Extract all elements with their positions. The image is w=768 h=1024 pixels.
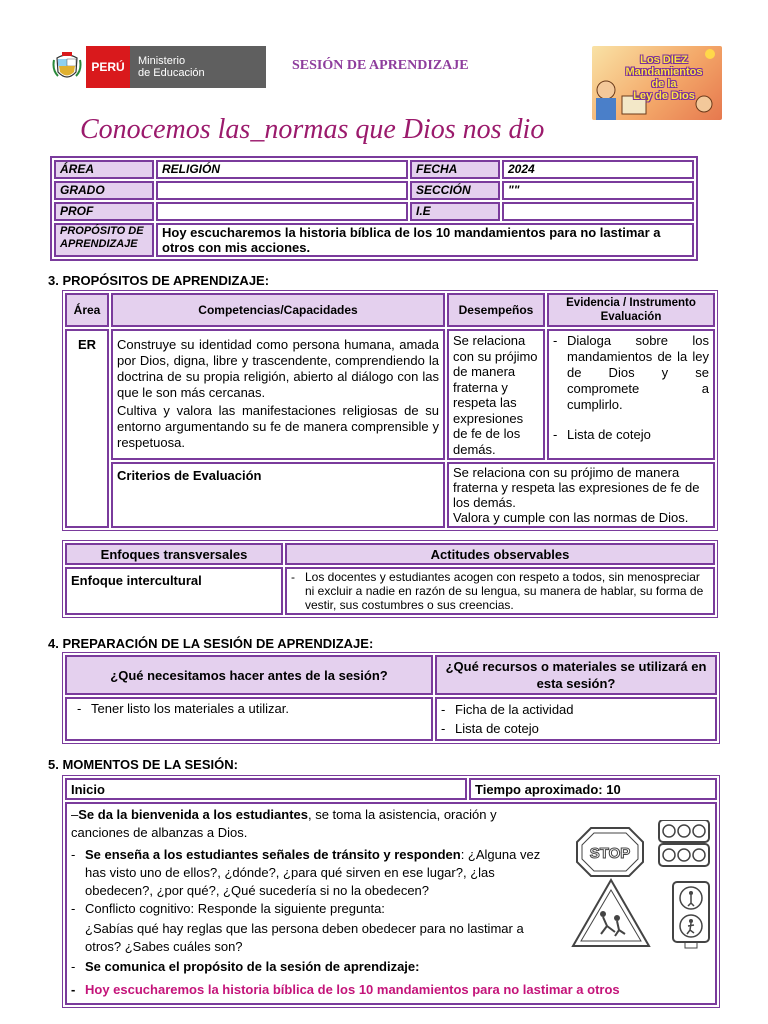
ie-value: [502, 202, 694, 221]
preparacion-table: [62, 652, 720, 744]
info-table: [50, 156, 698, 261]
seccion-value: "": [502, 181, 694, 200]
momentos-table: [62, 775, 720, 1008]
evidencia-item-2: - Lista de cotejo: [553, 427, 651, 442]
area-label: ÁREA: [54, 160, 154, 179]
momento-proposito-texto: - Hoy escucharemos la historia bíblica de los 10 mandamientos para no lastimar a otros: [71, 982, 620, 997]
inicio-content: [65, 802, 717, 1005]
recurso-1: Ficha de la actividad: [455, 702, 574, 717]
section5-title: 5. MOMENTOS DE LA SESIÓN:: [48, 757, 238, 772]
session-title: SESIÓN DE APRENDIZAJE: [292, 58, 469, 73]
evidencia-item-1: - Dialoga sobre los mandamientos de la ley de Dios y se compromete a cumplirlo.: [553, 333, 709, 412]
banner-text: Los DIEZ Mandamientos de la Ley de Dios: [625, 54, 703, 102]
section3-title: 3. PROPÓSITOS DE APRENDIZAJE:: [48, 273, 270, 288]
area-er: ER: [65, 329, 109, 528]
col-antes: ¿Qué necesitamos hacer antes de la sesión?: [65, 655, 433, 695]
propositos-table: [62, 290, 718, 531]
momento-pregunta: ¿Sabías qué hay reglas que las persona deben obedecer para no lastimar a otros? ¿Sabes cuáles son?: [85, 921, 524, 954]
antes-cell: - Tener listo los materiales a utilizar.: [65, 697, 433, 741]
traffic-light-icon: [659, 820, 709, 866]
actitud-text: Los docentes y estudiantes acogen con respeto a todos, sin menospreciar ni excluir a nadie en razón de su lengua, su manera de hablar, su forma de vestir, sus costumbres o sus creencias.: [305, 570, 704, 612]
minedu-logo: [48, 46, 266, 88]
prof-label: PROF: [54, 202, 154, 221]
enfoques-table: [62, 540, 718, 618]
col-actitudes: Actitudes observables: [285, 543, 715, 565]
col-desempenos: Desempeños: [447, 293, 545, 327]
momento-senales: - Se enseña a los estudiantes señales de tránsito y responden: ¿Alguna vez has visto uno de ellos?, ¿dónde?, ¿para qué sirven en ese lugar?, ¿las obedecen?, ¿por qué?, ¿Qué sucedería si no la obedecen?: [71, 847, 541, 898]
inicio-label: Inicio: [65, 778, 467, 800]
momento-bienvenida: –Se da la bienvenida a los estudiantes, se toma la asistencia, oración y canciones de albanzas a Dios.: [71, 807, 497, 840]
criterio-1: Se relaciona con su prójimo de manera fraterna y respeta las expresiones de fe de los demás.: [453, 465, 700, 510]
ie-label: I.E: [410, 202, 500, 221]
fecha-value: 2024: [502, 160, 694, 179]
peru-label: PERÚ: [86, 46, 130, 88]
competencia-2: Cultiva y valora las manifestaciones religiosas de su entorno argumentando su fe de manera comprensible y respetuosa.: [117, 403, 439, 450]
main-title: Conocemos las_normas que Dios nos dio: [80, 114, 545, 145]
recursos-cell: - Ficha de la actividad - Lista de cotejo: [435, 697, 717, 741]
antes-text: Tener listo los materiales a utilizar.: [91, 701, 289, 716]
col-evidencia: Evidencia / Instrumento Evaluación: [547, 293, 715, 327]
proposito-value: Hoy escucharemos la historia bíblica de los 10 mandamientos para no lastimar a otros con mis acciones.: [156, 223, 694, 257]
recurso-2: Lista de cotejo: [455, 721, 539, 736]
children-crossing-sign-icon: [573, 880, 649, 946]
stop-text: STOP: [589, 845, 631, 862]
ten-commandments-banner: [592, 46, 722, 120]
col-enfoques: Enfoques transversales: [65, 543, 283, 565]
actitud-cell: - Los docentes y estudiantes acogen con respeto a todos, sin menospreciar ni excluir a nadie en razón de su lengua, su manera de hablar, su forma de vestir, sus costumbres o sus creencias.: [285, 567, 715, 615]
momento-proposito: - Se comunica el propósito de la sesión de aprendizaje:: [71, 959, 420, 974]
section4-title: 4. PREPARACIÓN DE LA SESIÓN DE APRENDIZAJE:: [48, 636, 374, 651]
desempeno-cell: Se relaciona con su prójimo de manera fraterna y respeta las expresiones de fe de los demás.: [447, 329, 545, 460]
competencias-cell: [111, 329, 445, 460]
prof-value: [156, 202, 408, 221]
traffic-signs-illustration: [569, 820, 717, 950]
criterios-label: Criterios de Evaluación: [111, 462, 445, 528]
area-value: RELIGIÓN: [156, 160, 408, 179]
competencia-1: Construye su identidad como persona humana, amada por Dios, digna, libre y trascendente, comprendiendo la doctrina de su propia religión, abierto al diálogo con las que le son más cercanas.: [117, 337, 439, 400]
col-recursos: ¿Qué recursos o materiales se utilizará en esta sesión?: [435, 655, 717, 695]
grado-label: GRADO: [54, 181, 154, 200]
pedestrian-light-icon: [673, 882, 709, 948]
enfoque-intercultural: Enfoque intercultural: [65, 567, 283, 615]
stop-sign-icon: [577, 828, 643, 876]
tiempo-label: Tiempo aproximado: 10: [469, 778, 717, 800]
grado-value: [156, 181, 408, 200]
ministry-name: Ministerio de Educación: [130, 46, 266, 88]
peru-shield-icon: [48, 46, 86, 88]
evidencia-cell: [547, 329, 715, 460]
fecha-label: FECHA: [410, 160, 500, 179]
criterio-2: Valora y cumple con las normas de Dios.: [453, 510, 689, 525]
criterios-cell: [447, 462, 715, 528]
proposito-label: PROPÓSITO DE APRENDIZAJE: [54, 223, 154, 257]
momento-conflicto: - Conflicto cognitivo: Responde la siguiente pregunta:: [71, 901, 385, 916]
seccion-label: SECCIÓN: [410, 181, 500, 200]
col-area: Área: [65, 293, 109, 327]
col-competencias: Competencias/Capacidades: [111, 293, 445, 327]
